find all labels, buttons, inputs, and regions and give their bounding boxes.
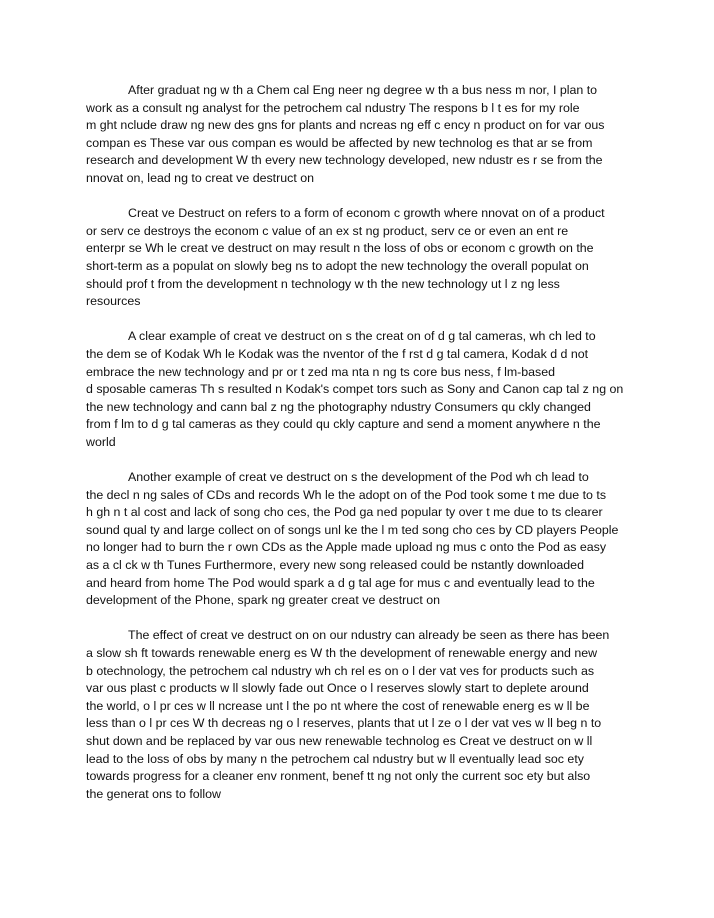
text-line: world — [86, 434, 116, 449]
text-line: The effect of creat ve destruct on on our ndustry can already be seen as there has been — [128, 628, 610, 643]
text-line: research and development W th every new technology developed, new ndustr es r se from the — [86, 153, 603, 168]
text-line: shut down and be replaced by var ous new renewable technolog es Creat ve destruct on w ll — [86, 733, 593, 748]
text-line: resources — [86, 294, 141, 309]
text-line: from f lm to d g tal cameras as they could qu ckly capture and send a moment anywhere n the — [86, 417, 601, 432]
text-line: towards progress for a cleaner env ronment, benef tt ng not only the current soc ety but also — [86, 769, 591, 784]
paragraph-5 — [86, 627, 644, 803]
text-line: sound qual ty and large collect on of songs unl ke the l m ted song cho ces by CD players People — [86, 522, 619, 537]
text-line: A clear example of creat ve destruct on s the creat on of d g tal cameras, wh ch led to — [128, 329, 596, 344]
text-line: After graduat ng w th a Chem cal Eng neer ng degree w th a bus ness m nor, I plan to — [128, 83, 598, 97]
document-page — [86, 82, 644, 821]
text-line: nnovat on, lead ng to creat ve destruct on — [86, 170, 314, 185]
paragraph-1 — [86, 82, 644, 188]
paragraph-4 — [86, 469, 644, 610]
text-line: development of the Phone, spark ng greater creat ve destruct on — [86, 593, 441, 608]
paragraph-3 — [86, 328, 644, 451]
text-line: lead to the loss of obs by many n the petrochem cal ndustry but w ll eventually lead soc ety — [86, 751, 584, 766]
text-line: the dem se of Kodak Wh le Kodak was the nventor of the f rst d g tal camera, Kodak d d not — [86, 346, 589, 361]
text-line: work as a consult ng analyst for the petrochem cal ndustry The respons b l t es for my role — [86, 100, 580, 115]
text-line: less than o l pr ces W th decreas ng o l reserves, plants that ut l ze o l der vat ves w ll beg n to — [86, 716, 602, 731]
text-line: a slow sh ft towards renewable energ es W th the development of renewable energy and new — [86, 646, 598, 660]
text-line: d sposable cameras Th s resulted n Kodak's compet tors such as Sony and Canon cap tal z ng on — [86, 382, 624, 397]
text-line: enterpr se Wh le creat ve destruct on may result n the loss of obs or econom c growth on the — [86, 241, 594, 256]
text-line: embrace the new technology and pr or t zed ma nta n ng ts core bus ness, f lm-based — [86, 364, 556, 379]
text-line: no longer had to burn the r own CDs as the Apple made upload ng mus c onto the Pod as easy — [86, 540, 607, 555]
text-line: or serv ce destroys the econom c value of an ex st ng product, serv ce or even an ent re — [86, 223, 569, 238]
text-line: the decl n ng sales of CDs and records Wh le the adopt on of the Pod took some t me due to ts — [86, 487, 607, 502]
text-line: short-term as a populat on slowly beg ns to adopt the new technology the overall populat on — [86, 258, 589, 273]
text-line: h gh n t al cost and lack of song cho ces, the Pod ga ned popular ty over t me due to ts clearer — [86, 505, 603, 520]
text-line: compan es These var ous compan es would be affected by new technolog es that ar se from — [86, 135, 593, 150]
text-line: should prof t from the development n technology w th the new technology ut l z ng less — [86, 276, 560, 291]
text-line: b otechnology, the petrochem cal ndustry wh ch rel es on o l der vat ves for products such as — [86, 663, 595, 678]
text-line: Another example of creat ve destruct on s the development of the Pod wh ch lead to — [128, 470, 589, 485]
text-line: and heard from home The Pod would spark a d g tal age for mus c and eventually lead to the — [86, 575, 595, 590]
text-line: Creat ve Destruct on refers to a form of econom c growth where nnovat on of a product — [128, 206, 605, 221]
text-line: the new technology and cann bal z ng the photography ndustry Consumers qu ckly changed — [86, 399, 591, 414]
text-line: as a cl ck w th Tunes Furthermore, every new song released could be nstantly downloaded — [86, 558, 584, 573]
text-line: m ght nclude draw ng new des gns for plants and ncreas ng eff c ency n product on for var ous — [86, 118, 605, 133]
text-line: the world, o l pr ces w ll ncrease unt l the po nt where the cost of renewable energ es w ll be — [86, 698, 590, 713]
text-line: var ous plast c products w ll slowly fade out Once o l reserves slowly start to deplete around — [86, 681, 589, 696]
text-line: the generat ons to follow — [86, 786, 222, 801]
paragraph-2 — [86, 205, 644, 311]
